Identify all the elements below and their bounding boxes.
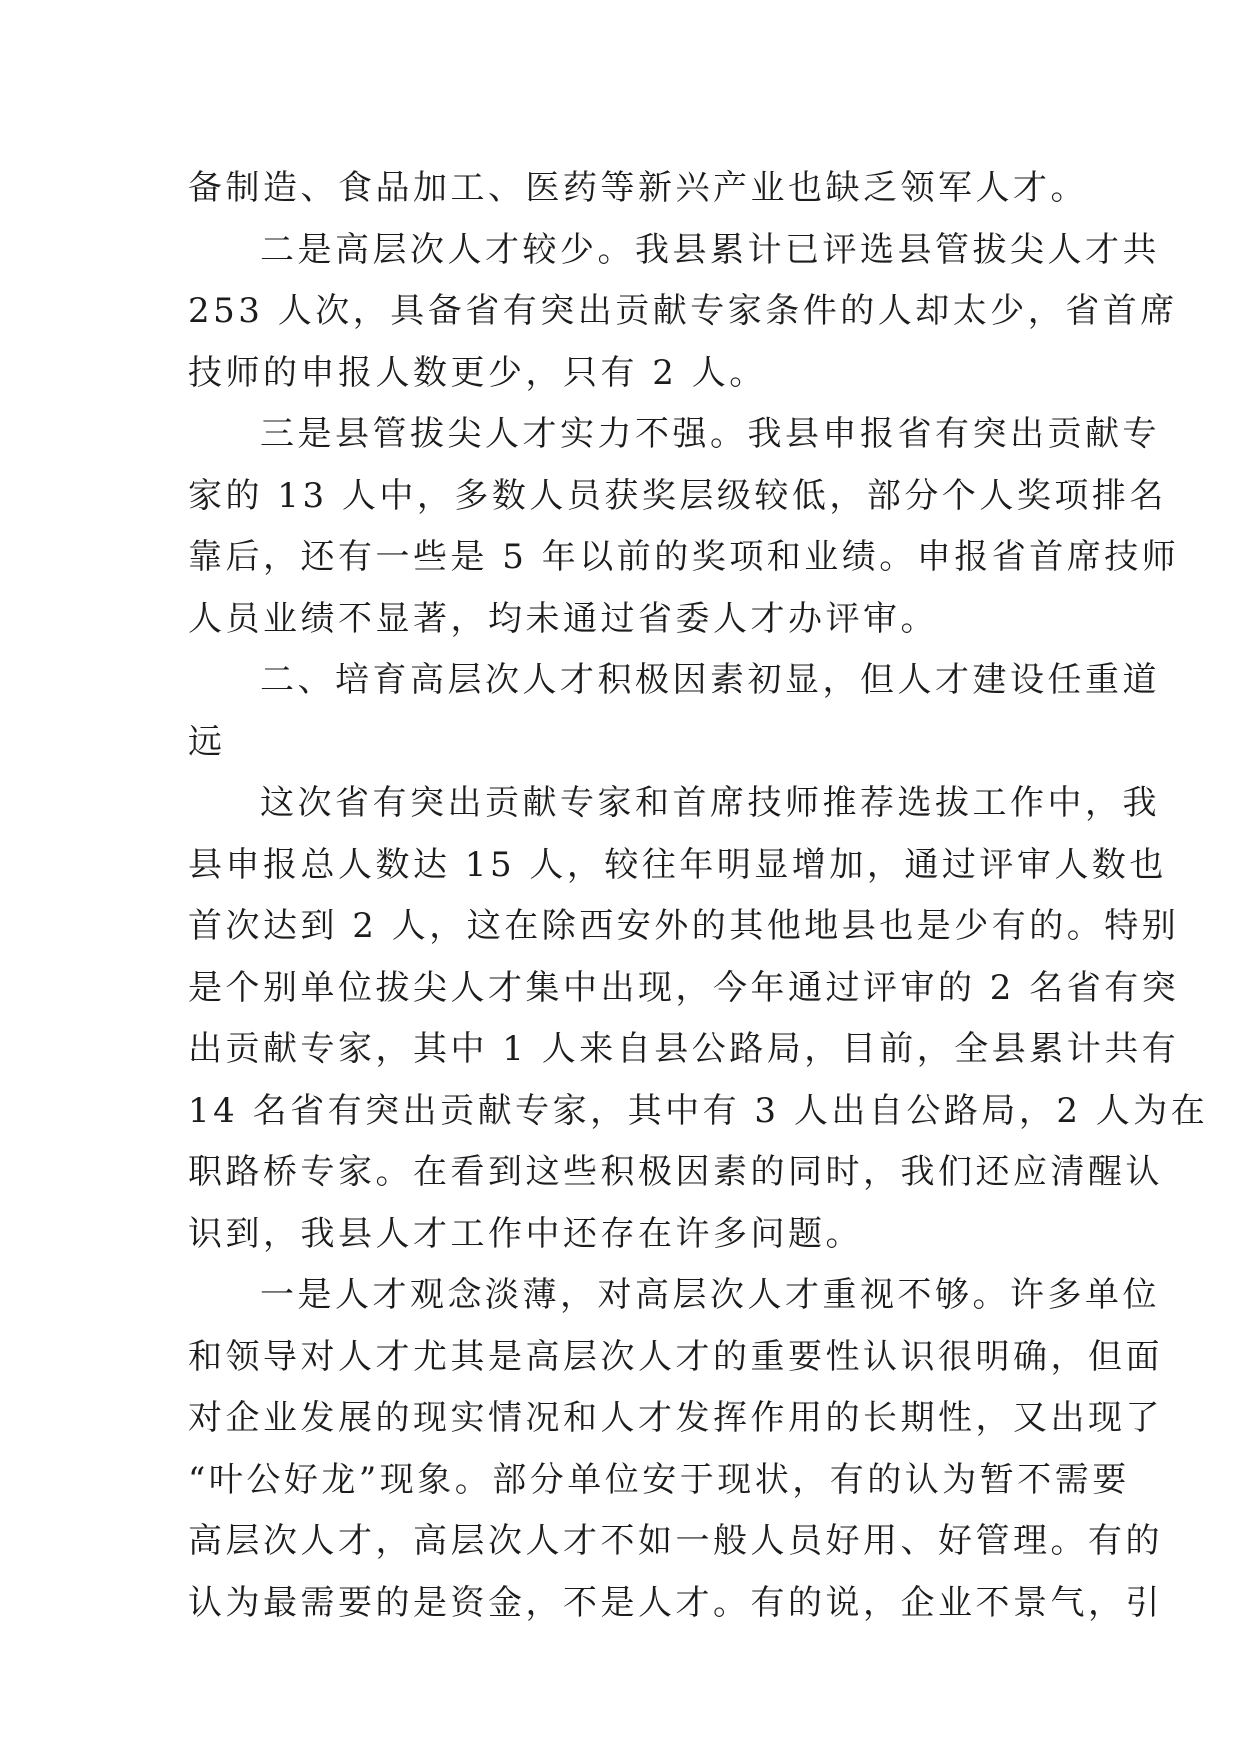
- text-line: 备制造、食品加工、医药等新兴产业也缺乏领军人才。: [188, 168, 1088, 208]
- text-line: 14 名省有突出贡献专家，其中有 3 人出自公路局，2 人为在: [188, 1090, 1209, 1131]
- text-line: 二是高层次人才较少。我县累计已评选县管拔尖人才共: [260, 229, 1160, 270]
- text-line: 253 人次，具备省有突出贡献专家条件的人却太少，省首席: [188, 291, 1178, 331]
- text-line: 是个别单位拔尖人才集中出现，今年通过评审的 2 名省有突: [188, 967, 1180, 1008]
- text-line: 出贡献专家，其中 1 人来自县公路局，目前，全县累计共有: [188, 1029, 1180, 1069]
- text-line: 识到，我县人才工作中还存在许多问题。: [188, 1213, 863, 1254]
- text-line: 认为最需要的是资金，不是人才。有的说，企业不景气，引: [188, 1582, 1163, 1623]
- text-line: 县申报总人数达 15 人，较往年明显增加，通过评审人数也: [188, 844, 1167, 885]
- text-line: 高层次人才，高层次人才不如一般人员好用、好管理。有的: [188, 1521, 1163, 1561]
- text-line: 三是县管拔尖人才实力不强。我县申报省有突出贡献专: [260, 414, 1160, 454]
- text-line: 人员业绩不显著，均未通过省委人才办评审。: [188, 598, 938, 639]
- section-heading-line: 远: [188, 721, 226, 762]
- text-line: 技师的申报人数更少，只有 2 人。: [188, 352, 767, 393]
- text-line: 这次省有突出贡献专家和首席技师推荐选拔工作中，我: [260, 783, 1160, 823]
- text-line: 职路桥专家。在看到这些积极因素的同时，我们还应清醒认: [188, 1152, 1163, 1192]
- section-heading-line: 二、培育高层次人才积极因素初显，但人才建设任重道: [260, 660, 1160, 700]
- body-text: [188, 158, 1209, 1634]
- text-line: 家的 13 人中，多数人员获奖层级较低，部分个人奖项排名: [188, 475, 1167, 516]
- text-line: 靠后，还有一些是 5 年以前的奖项和业绩。申报省首席技师: [188, 537, 1180, 577]
- text-line: 和领导对人才尤其是高层次人才的重要性认识很明确，但面: [188, 1336, 1163, 1377]
- text-line: “叶公好龙”现象。部分单位安于现状，有的认为暂不需要: [188, 1459, 1130, 1500]
- text-line: 首次达到 2 人，这在除西安外的其他地县也是少有的。特别: [188, 906, 1180, 946]
- text-line: 对企业发展的现实情况和人才发挥作用的长期性，又出现了: [188, 1398, 1163, 1438]
- text-line: 一是人才观念淡薄，对高层次人才重视不够。许多单位: [260, 1275, 1160, 1315]
